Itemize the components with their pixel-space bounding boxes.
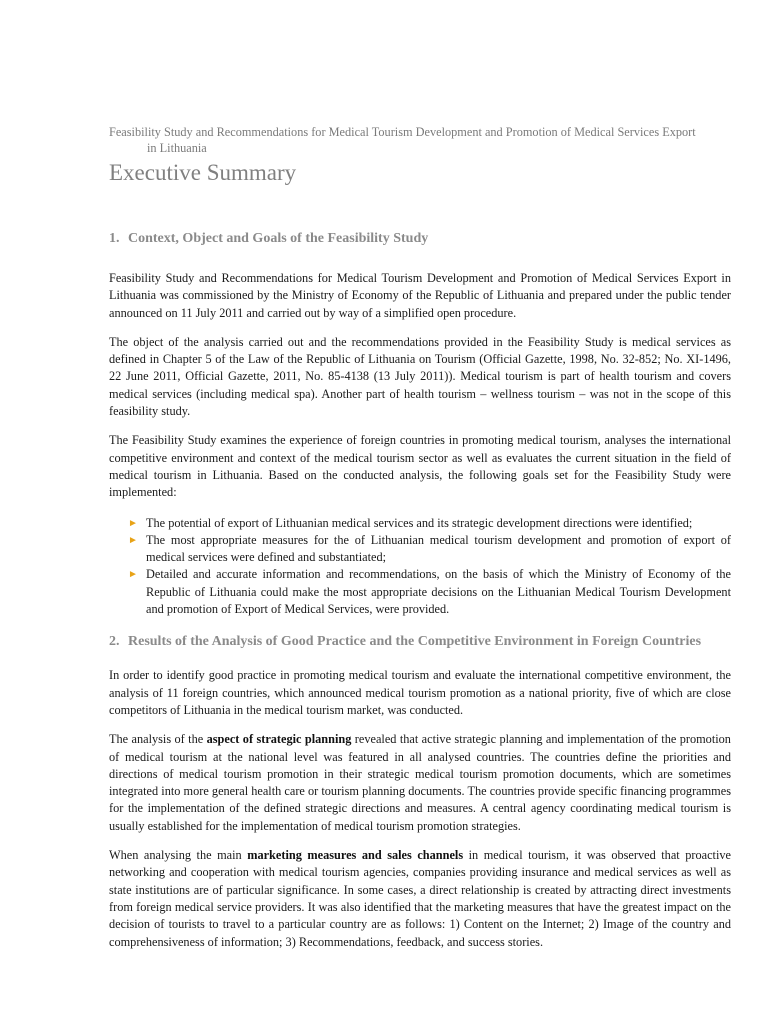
- strategic-planning-emphasis: aspect of strategic planning: [206, 732, 352, 747]
- section-1-paragraph-2: The object of the analysis carried out and the recommendations provided in the Feasibility Study is medical services as defined in Chapter 5 of the Law of the Republic of Lithuania on Tourism (Official Gazette, 1998, No. 32-852; No. XI-1496, 22 June 2011, Official Gazette, 2011, No. 85-4138 (13 July 2011)). Medical tourism is part of health tourism and covers medical services (including medical spa). Another part of health tourism – wellness tourism – was not in the scope of this feasibility study.: [109, 334, 731, 419]
- section-2-paragraph-1: In order to identify good practice in promoting medical tourism and evaluate the international competitive environment, the analysis of 11 foreign countries, which announced medical tourism promotion as a national priority, five of which are close competitors of Lithuania in the medical tourism market, was conducted.: [109, 668, 731, 717]
- section-1-title: Context, Object and Goals of the Feasibility Study: [128, 231, 429, 246]
- paragraph-3-body: in medical tourism, it was observed that proactive networking and cooperation with medical tourism agencies, companies providing insurance and medical services as well as state institutions are of particular significance. In some cases, a direct relationship is created by attracting direct investments from foreign medical service providers. It was also identified that the marketing measures that have the greatest impact on the decision of tourists to travel to a particular country are as follows: 1) Content on the Internet; 2) Image of the country and comprehensiveness of information; 3) Recommendations, feedback, and success stories.: [109, 848, 731, 949]
- running-header: [109, 124, 731, 156]
- list-item: [109, 515, 731, 532]
- section-1-heading: [109, 228, 731, 249]
- section-1-number: 1.: [109, 231, 120, 246]
- goals-list: [109, 515, 731, 619]
- list-item: [109, 532, 731, 567]
- arrow-bullet-icon: ►: [128, 569, 138, 581]
- marketing-measures-emphasis: marketing measures and sales channels: [247, 848, 464, 863]
- section-2-title: Results of the Analysis of Good Practice and the Competitive Environment in Foreign Countries: [128, 634, 702, 650]
- arrow-bullet-icon: ►: [128, 534, 138, 546]
- paragraph-2-lead: The analysis of the: [109, 732, 207, 747]
- running-header-line1: Feasibility Study and Recommendations for Medical Tourism Development and Promotion of Medical Services Export: [109, 125, 696, 139]
- arrow-bullet-icon: ►: [128, 517, 138, 529]
- section-2-paragraph-3: [109, 847, 731, 951]
- goal-text: Detailed and accurate information and recommendations, on the basis of which the Ministry of Economy of the Republic of Lithuania could make the most appropriate decisions on the Lithuanian Medical Tourism Development and promotion of Export of Medical Services, were provided.: [146, 567, 731, 617]
- paragraph-2-body: revealed that active strategic planning and implementation of the promotion of medical tourism at the national level was featured in all analysed countries. The countries define the priorities and directions of medical tourism promotion in their strategic medical tourism promotion documents, which are sometimes integrated into more general health care or tourism planning documents. The countries provide specific financing programmes for the implementation of the defined strategic directions and measures. A central agency coordinating medical tourism is usually established for the implementation of medical tourism promotion strategies.: [109, 732, 731, 833]
- section-2-heading: [109, 631, 731, 652]
- section-1-paragraph-3: The Feasibility Study examines the experience of foreign countries in promoting medical tourism, analyses the international competitive environment and context of the medical tourism sector as well as evaluates the current situation in the field of medical tourism in Lithuania. Based on the conducted analysis, the following goals set for the Feasibility Study were implemented:: [109, 433, 731, 500]
- goal-text: The potential of export of Lithuanian medical services and its strategic development directions were identified;: [146, 515, 693, 530]
- section-1-paragraph-1: Feasibility Study and Recommendations for Medical Tourism Development and Promotion of Medical Services Export in Lithuania was commissioned by the Ministry of Economy of the Republic of Lithuania and prepared under the public tender announced on 11 July 2011 and carried out by way of a simplified open procedure.: [109, 271, 731, 320]
- running-header-line2: in Lithuania: [147, 141, 207, 155]
- paragraph-3-lead: When analysing the main: [109, 848, 248, 863]
- goal-text: The most appropriate measures for the of Lithuanian medical tourism development and promotion of export of medical services were defined and substantiated;: [146, 532, 731, 565]
- document-title: Executive Summary: [109, 160, 297, 185]
- section-2-paragraph-2: [109, 731, 731, 835]
- section-2-number: 2.: [109, 634, 120, 650]
- document-page: [109, 124, 731, 951]
- list-item: [109, 566, 731, 618]
